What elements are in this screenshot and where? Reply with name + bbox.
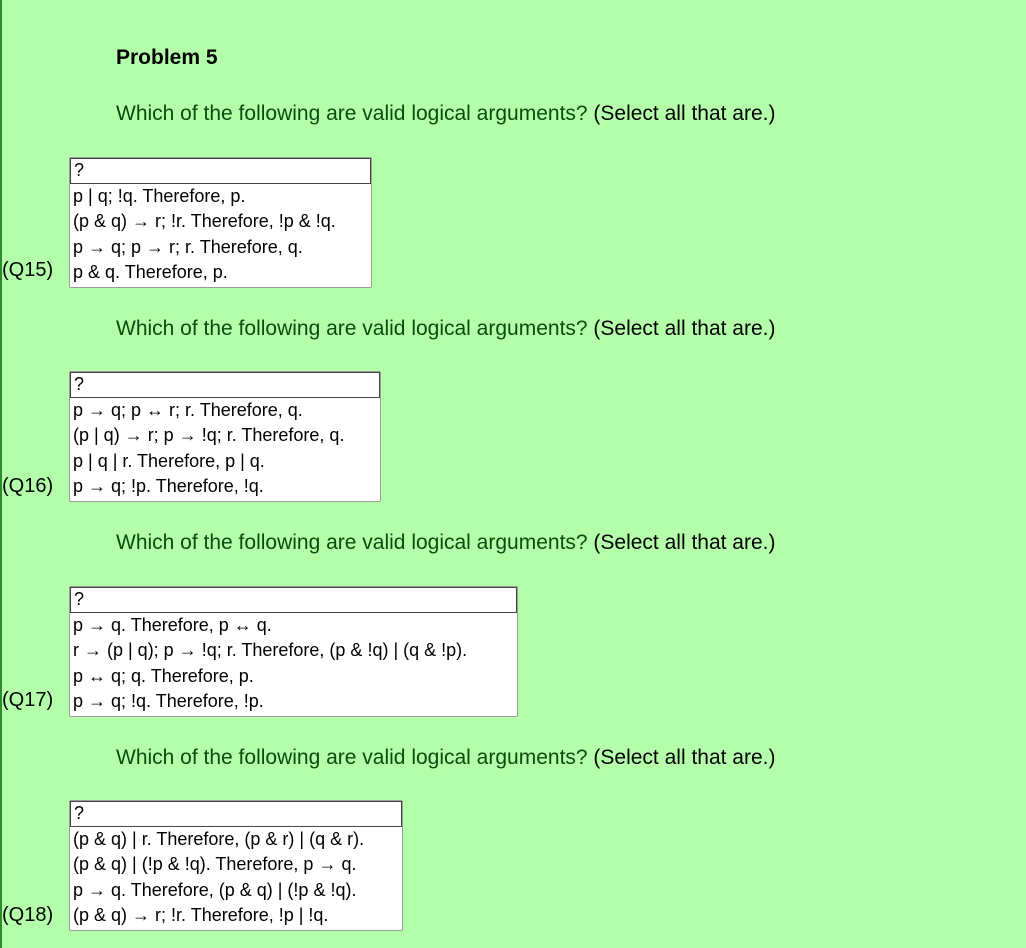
question-prompt-q18 [116,746,776,770]
multi-select-q15[interactable] [69,157,372,288]
prompt-text: Which of the following are valid logical arguments? [116,317,588,340]
select-option[interactable]: (p & q) | r. Therefore, (p & r) | (q & r). [73,828,365,849]
select-option-placeholder[interactable]: ? [70,587,517,613]
prompt-text: Which of the following are valid logical arguments? [116,102,588,125]
select-option[interactable]: p → q; !p. Therefore, !q. [73,476,264,496]
select-option[interactable]: (p | q) → r; p → !q; r. Therefore, q. [73,425,345,445]
question-label-q17: (Q17) [2,689,54,711]
prompt-instruction: (Select all that are.) [587,317,776,340]
select-option-placeholder[interactable]: ? [70,158,371,184]
question-label-q18: (Q18) [2,904,54,926]
question-label-q16: (Q16) [2,475,54,497]
question-prompt-q16 [116,317,776,341]
select-option[interactable]: r → (p | q); p → !q; r. Therefore, (p & !q) | (q & !p). [73,640,468,660]
select-option-placeholder[interactable]: ? [70,372,380,398]
select-option[interactable]: p ↔ q; q. Therefore, p. [73,665,254,686]
multi-select-q16[interactable] [69,371,381,502]
question-prompt-q17 [116,531,776,555]
prompt-text: Which of the following are valid logical arguments? [116,531,588,554]
select-option[interactable]: (p & q) | (!p & !q). Therefore, p → q. [73,854,357,874]
select-option[interactable]: p → q. Therefore, p ↔ q. [73,614,272,635]
prompt-instruction: (Select all that are.) [587,746,776,769]
prompt-instruction: (Select all that are.) [587,102,776,125]
multi-select-q18[interactable] [69,800,403,931]
select-option[interactable]: p & q. Therefore, p. [73,262,228,282]
problem-title: Problem 5 [116,46,218,69]
question-prompt-q15 [116,102,776,126]
select-option[interactable]: p | q; !q. Therefore, p. [73,185,246,206]
prompt-instruction: (Select all that are.) [587,531,776,554]
select-option[interactable]: p → q. Therefore, (p & q) | (!p & !q). [73,879,357,900]
select-option[interactable]: p → q; p → r; r. Therefore, q. [73,236,303,257]
select-option-placeholder[interactable]: ? [70,801,402,827]
multi-select-q17[interactable] [69,586,518,717]
select-option[interactable]: p → q; !q. Therefore, !p. [73,691,264,711]
select-option[interactable]: p → q; p ↔ r; r. Therefore, q. [73,399,303,420]
select-option[interactable]: (p & q) → r; !r. Therefore, !p | !q. [73,905,329,925]
prompt-text: Which of the following are valid logical arguments? [116,746,588,769]
select-option[interactable]: (p & q) → r; !r. Therefore, !p & !q. [73,211,336,231]
question-label-q15: (Q15) [2,259,54,281]
select-option[interactable]: p | q | r. Therefore, p | q. [73,450,265,471]
left-border [0,0,2,948]
